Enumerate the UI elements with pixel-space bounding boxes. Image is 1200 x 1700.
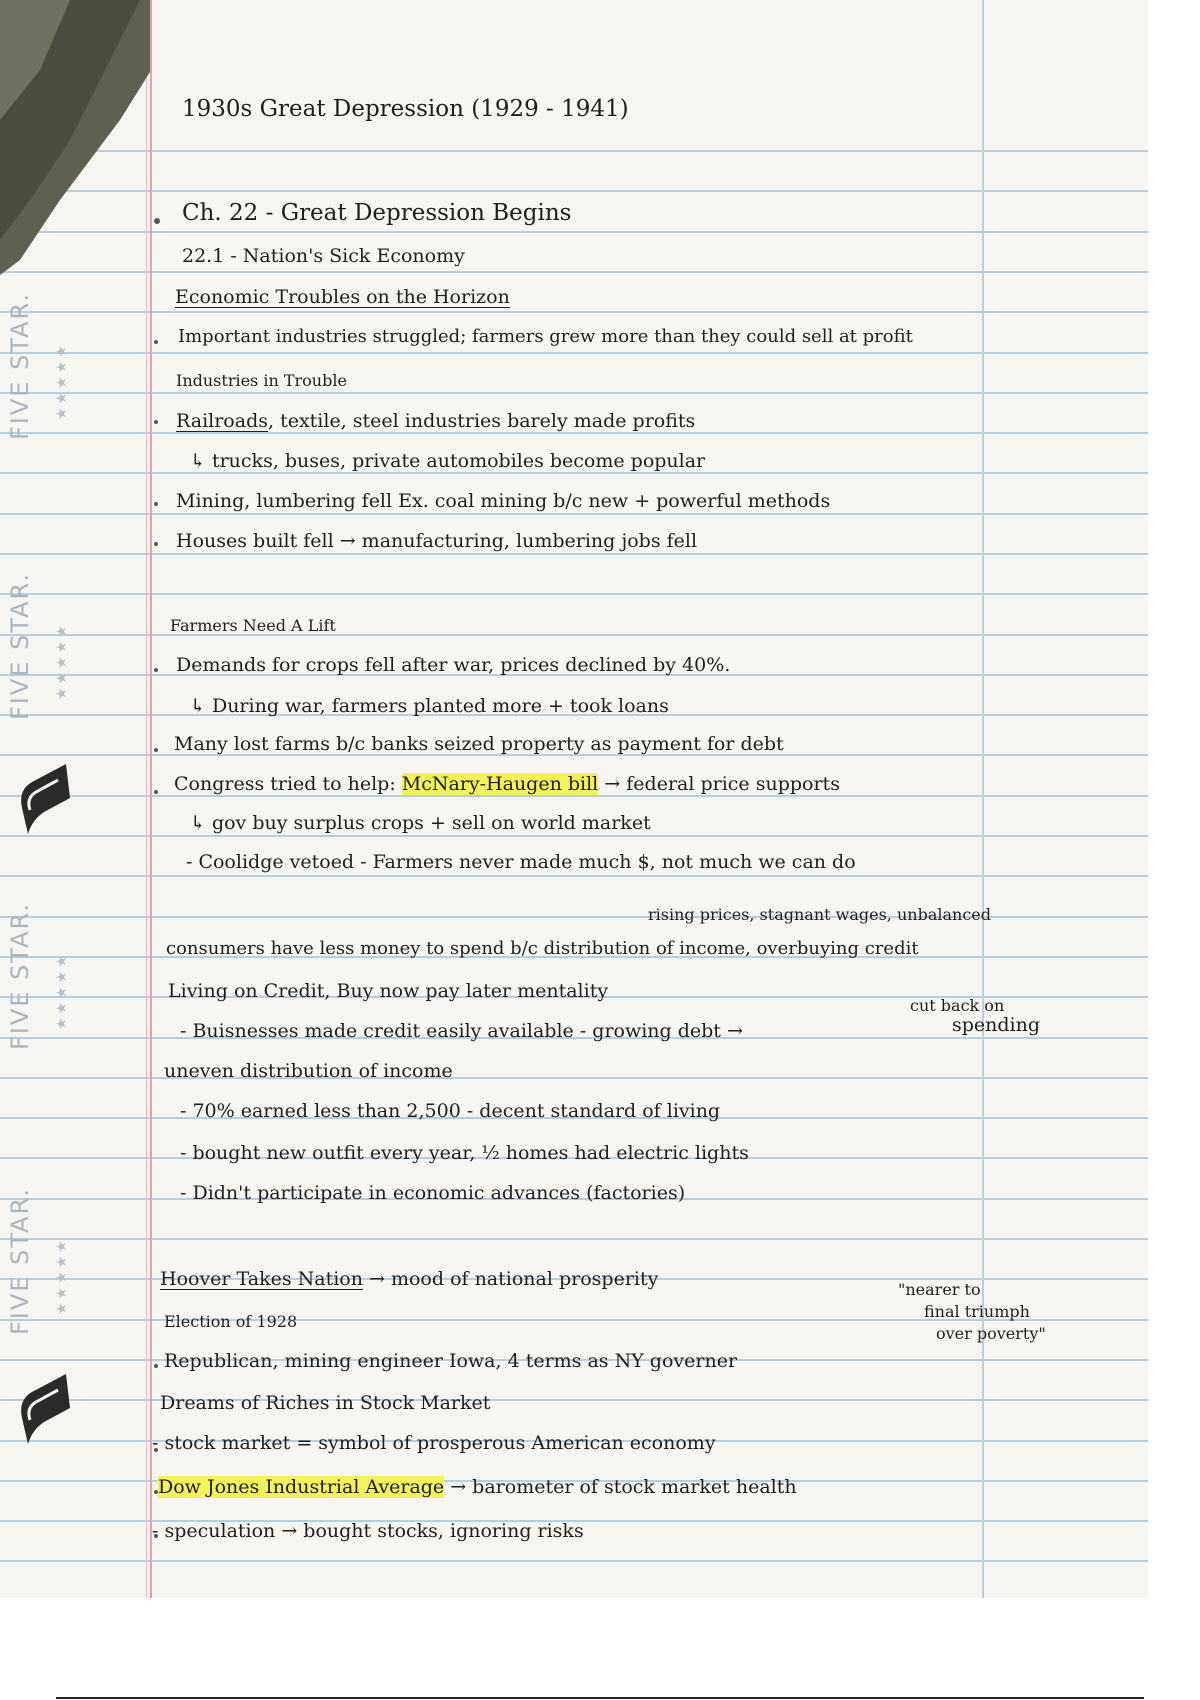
note-line: Houses built fell → manufacturing, lumbering jobs fell: [176, 530, 698, 552]
binding-mark: [154, 218, 160, 224]
subheading-hoover: Hoover Takes Nation: [160, 1268, 363, 1290]
brand-text: FIVE STAR.: [6, 292, 34, 440]
note-line: - speculation → bought stocks, ignoring risks: [152, 1520, 584, 1542]
note-line: Living on Credit, Buy now pay later mentality: [168, 980, 609, 1002]
note-annotation: rising prices, stagnant wages, unbalanced: [648, 905, 991, 924]
ruled-line: [0, 190, 1148, 192]
five-star-logo-icon: [14, 1370, 72, 1450]
bullet-mark: [154, 790, 158, 794]
note-subheading: Industries in Trouble: [176, 371, 347, 390]
five-star-logo-icon: [14, 760, 72, 840]
note-text: , textile, steel industries barely made profits: [268, 410, 696, 432]
ruled-line: [0, 352, 1148, 354]
ruled-line: [0, 231, 1148, 233]
ruled-line: [0, 875, 1148, 877]
bullet-mark: [154, 502, 158, 506]
note-text: → mood of national prosperity: [362, 1268, 659, 1290]
note-line: - Coolidge vetoed - Farmers never made much $, not much we can do: [186, 851, 856, 873]
note-line: - 70% earned less than 2,500 - decent standard of living: [180, 1100, 721, 1122]
note-text: → barometer of stock market health: [444, 1476, 797, 1498]
brand-text: FIVE STAR.: [6, 572, 34, 720]
note-line: - Didn't participate in economic advances (factories): [180, 1182, 686, 1204]
bullet-mark: [154, 340, 158, 344]
brand-text: FIVE STAR.: [6, 1187, 34, 1335]
note-line: Important industries struggled; farmers grew more than they could sell at profit: [178, 326, 913, 347]
note-line: Election of 1928: [164, 1312, 298, 1331]
quote-line: over poverty": [936, 1324, 1046, 1343]
note-line: Republican, mining engineer Iowa, 4 terms as NY governer: [164, 1350, 738, 1372]
note-line: consumers have less money to spend b/c distribution of income, overbuying credit: [166, 938, 919, 959]
bullet-mark: [154, 1364, 158, 1368]
section-heading: 22.1 - Nation's Sick Economy: [182, 245, 465, 267]
ruled-line: [0, 392, 1148, 394]
note-line: - stock market = symbol of prosperous American economy: [152, 1432, 716, 1454]
note-line: [160, 1268, 658, 1290]
brand-stars: ★★★★★: [54, 622, 70, 700]
bullet-mark: [154, 748, 158, 752]
highlighted-term: McNary-Haugen bill: [401, 773, 599, 795]
ruled-line: [0, 513, 1148, 515]
ruled-line: [0, 472, 1148, 474]
bullet-mark: [154, 420, 158, 424]
brand-stars: ★★★★★: [54, 1237, 70, 1315]
note-line: Many lost farms b/c banks seized property as payment for debt: [174, 733, 784, 755]
note-line: ↳ During war, farmers planted more + took loans: [190, 695, 669, 717]
page-title: 1930s Great Depression (1929 - 1941): [182, 96, 629, 122]
note-line: - bought new outfit every year, ½ homes had electric lights: [180, 1142, 749, 1164]
note-line: [174, 773, 840, 795]
subheading-economic-troubles: Economic Troubles on the Horizon: [175, 286, 510, 308]
chapter-heading: Ch. 22 - Great Depression Begins: [182, 200, 572, 226]
right-column-line: [982, 0, 984, 1598]
ruled-line: [0, 150, 1148, 152]
note-line: [176, 410, 695, 432]
note-line: Mining, lumbering fell Ex. coal mining b/c new + powerful methods: [176, 490, 831, 512]
note-line: ↳ gov buy surplus crops + sell on world market: [190, 812, 651, 834]
brand-stars: ★★★★★: [54, 342, 70, 420]
bullet-mark: [154, 668, 158, 672]
ruled-line: [0, 835, 1148, 837]
ruled-line: [0, 271, 1148, 273]
note-line: Demands for crops fell after war, prices declined by 40%.: [176, 654, 731, 676]
note-line: [158, 1476, 797, 1498]
note-text: Congress tried to help:: [174, 773, 402, 795]
note-line: uneven distribution of income: [164, 1060, 453, 1082]
ruled-line: [0, 553, 1148, 555]
ruled-line: [0, 1560, 1148, 1562]
note-annotation: spending: [952, 1014, 1041, 1036]
brand-stars: ★★★★★: [54, 952, 70, 1030]
bottom-divider: [56, 1697, 1144, 1699]
page-corner-shadow: [0, 0, 150, 280]
ruled-line: [0, 432, 1148, 434]
note-text: → federal price supports: [598, 773, 840, 795]
ruled-line: [0, 593, 1148, 595]
note-line: - Buisnesses made credit easily available - growing debt →: [180, 1020, 743, 1042]
note-line: ↳ trucks, buses, private automobiles become popular: [190, 450, 706, 472]
underlined-term: Railroads: [176, 410, 268, 432]
ruled-line: [0, 1238, 1148, 1240]
ruled-line: [0, 795, 1148, 797]
brand-text: FIVE STAR.: [6, 902, 34, 1050]
bullet-mark: [154, 542, 158, 546]
margin-line: [150, 0, 152, 1598]
note-line: Dreams of Riches in Stock Market: [160, 1392, 491, 1414]
subheading-farmers: Farmers Need A Lift: [170, 616, 336, 635]
note-annotation: cut back on: [910, 996, 1005, 1015]
ruled-line: [0, 311, 1148, 313]
quote-line: "nearer to: [898, 1280, 981, 1299]
quote-line: final triumph: [924, 1302, 1030, 1321]
highlighted-term: Dow Jones Industrial Average: [158, 1476, 445, 1498]
